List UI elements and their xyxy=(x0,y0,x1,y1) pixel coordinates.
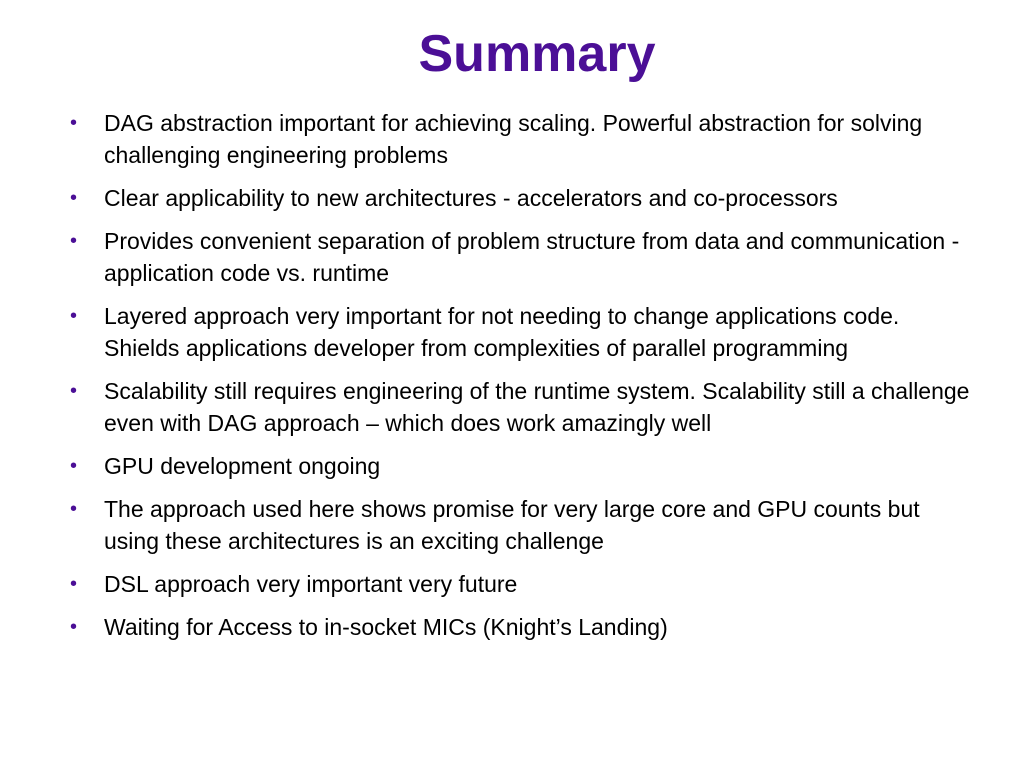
bullet-item xyxy=(60,107,980,171)
bullet-icon: • xyxy=(70,498,78,520)
bullet-text: DSL approach very important very future xyxy=(104,571,518,597)
bullet-item xyxy=(60,450,980,482)
bullet-text: The approach used here shows promise for very large core and GPU counts but using these architectures is an exciting challenge xyxy=(104,496,920,554)
bullet-text: Scalability still requires engineering of the runtime system. Scalability still a challenge even with DAG approach – which does work amazingly well xyxy=(104,378,970,436)
bullet-text: Provides convenient separation of problem structure from data and communication - application code vs. runtime xyxy=(104,228,960,286)
bullet-list xyxy=(60,107,980,654)
bullet-item xyxy=(60,493,980,557)
bullet-text: Waiting for Access to in-socket MICs (Knight’s Landing) xyxy=(104,614,668,640)
bullet-icon: • xyxy=(70,305,78,327)
bullet-icon: • xyxy=(70,187,78,209)
bullet-text: GPU development ongoing xyxy=(104,453,381,479)
bullet-text: DAG abstraction important for achieving scaling. Powerful abstraction for solving challenging engineering problems xyxy=(104,110,923,168)
bullet-icon: • xyxy=(70,455,78,477)
bullet-item xyxy=(60,375,980,439)
bullet-icon: • xyxy=(70,230,78,252)
bullet-item xyxy=(60,568,980,600)
bullet-text: Layered approach very important for not needing to change applications code. Shields applications developer from complexities of parallel programming xyxy=(104,303,900,361)
slide-title: Summary xyxy=(418,25,656,83)
bullet-icon: • xyxy=(70,616,78,638)
bullet-item xyxy=(60,611,980,643)
bullet-icon: • xyxy=(70,573,78,595)
bullet-text: Clear applicability to new architectures - accelerators and co-processors xyxy=(104,185,838,211)
bullet-icon: • xyxy=(70,112,78,134)
bullet-item xyxy=(60,225,980,289)
bullet-icon: • xyxy=(70,380,78,402)
bullet-item xyxy=(60,300,980,364)
bullet-item xyxy=(60,182,980,214)
